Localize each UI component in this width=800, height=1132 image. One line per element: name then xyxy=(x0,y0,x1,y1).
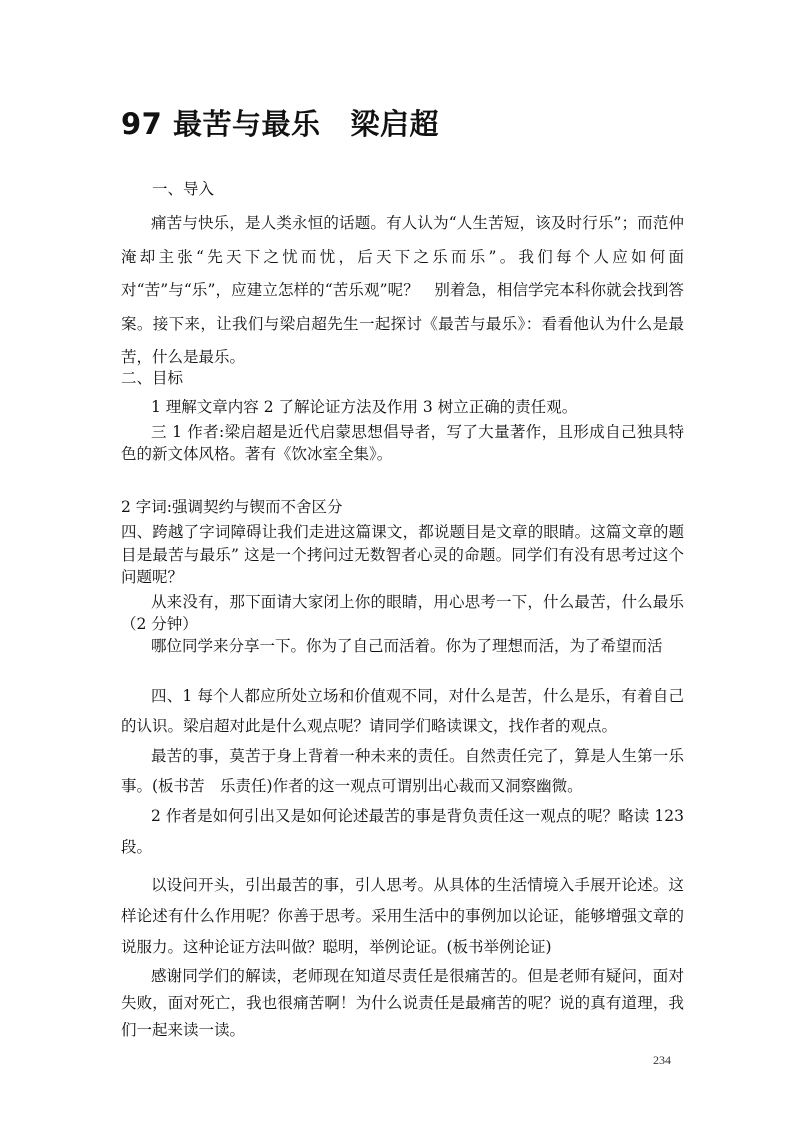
intro-paragraph: 痛苦与快乐，是人类永恒的话题。有人认为“人生苦短，该及时行乐”；而范仲淹却主张“先天下之忧而忧，后天下之乐而乐”。我们每个人应如何面对“苦”与“乐”，应建立怎样的“苦乐观”呢？ 别着急，相信学完本科你就会找到答案。接下来，让我们与梁启超先生一起探讨《最苦与最乐》：看看他认为什么是最苦，什么是最乐。 xyxy=(121,214,684,366)
think-paragraph: 从来没有，那下面请大家闭上你的眼睛，用心思考一下，什么最苦，什么最乐（2 分钟） xyxy=(121,593,684,633)
section-heading-goals: 二、目标 xyxy=(121,369,184,387)
lesson-intro-paragraph: 四、跨越了字词障碍让我们走进这篇课文，都说题目是文章的眼睛。这篇文章的题目是最苦与最乐” 这是一个拷问过无数智者心灵的命题。同学们有没有思考过这个问题呢？ xyxy=(121,523,684,586)
vocabulary-paragraph: 2 字词:强调契约与锲而不舍区分 xyxy=(121,498,343,516)
title-author: 梁启超 xyxy=(350,107,439,141)
argument-question-paragraph: 2 作者是如何引出又是如何论述最苦的事是背负责任这一观点的呢？略读 123 段。 xyxy=(121,807,684,856)
author-view-paragraph: 最苦的事，莫苦于身上背着一种未来的责任。自然责任完了，算是人生第一乐事。(板书苦 乐责任)作者的这一观点可谓别出心裁而又洞察幽微。 xyxy=(121,747,684,795)
share-paragraph: 哪位同学来分享一下。你为了自己而活着。你为了理想而活，为了希望而活 xyxy=(151,637,663,655)
goals-paragraph: 1 理解文章内容 2 了解论证方法及作用 3 树立正确的责任观。 xyxy=(151,398,578,416)
page-title xyxy=(121,104,439,144)
closing-paragraph: 感谢同学们的解读，老师现在知道尽责任是很痛苦的。但是老师有疑问，面对失败，面对死亡，我也很痛苦啊！为什么说责任是最痛苦的呢？说的真有道理，我们一起来读一读。 xyxy=(121,967,684,1039)
title-main: 最苦与最乐 xyxy=(172,107,321,141)
author-paragraph: 三 1 作者:梁启超是近代启蒙思想倡导者，写了大量著作，且形成自己独具特色的新文体风格。著有《饮冰室全集》。 xyxy=(121,423,684,463)
section-heading-intro: 一、导入 xyxy=(152,180,215,198)
argument-method-paragraph: 以设问开头，引出最苦的事，引人思考。从具体的生活情境入手展开论述。这样论述有什么作用呢？你善于思考。采用生活中的事例加以论证，能够增强文章的说服力。这种论证方法叫做？聪明，举例论证。(板书举例论证) xyxy=(121,876,684,956)
title-number: 97 xyxy=(121,107,163,141)
page-number: 234 xyxy=(653,1053,671,1067)
viewpoint-question-paragraph: 四、1 每个人都应所处立场和价值观不同，对什么是苦，什么是乐，有着自己的认识。梁启超对此是什么观点呢？请同学们略读课文，找作者的观点。 xyxy=(121,687,684,735)
